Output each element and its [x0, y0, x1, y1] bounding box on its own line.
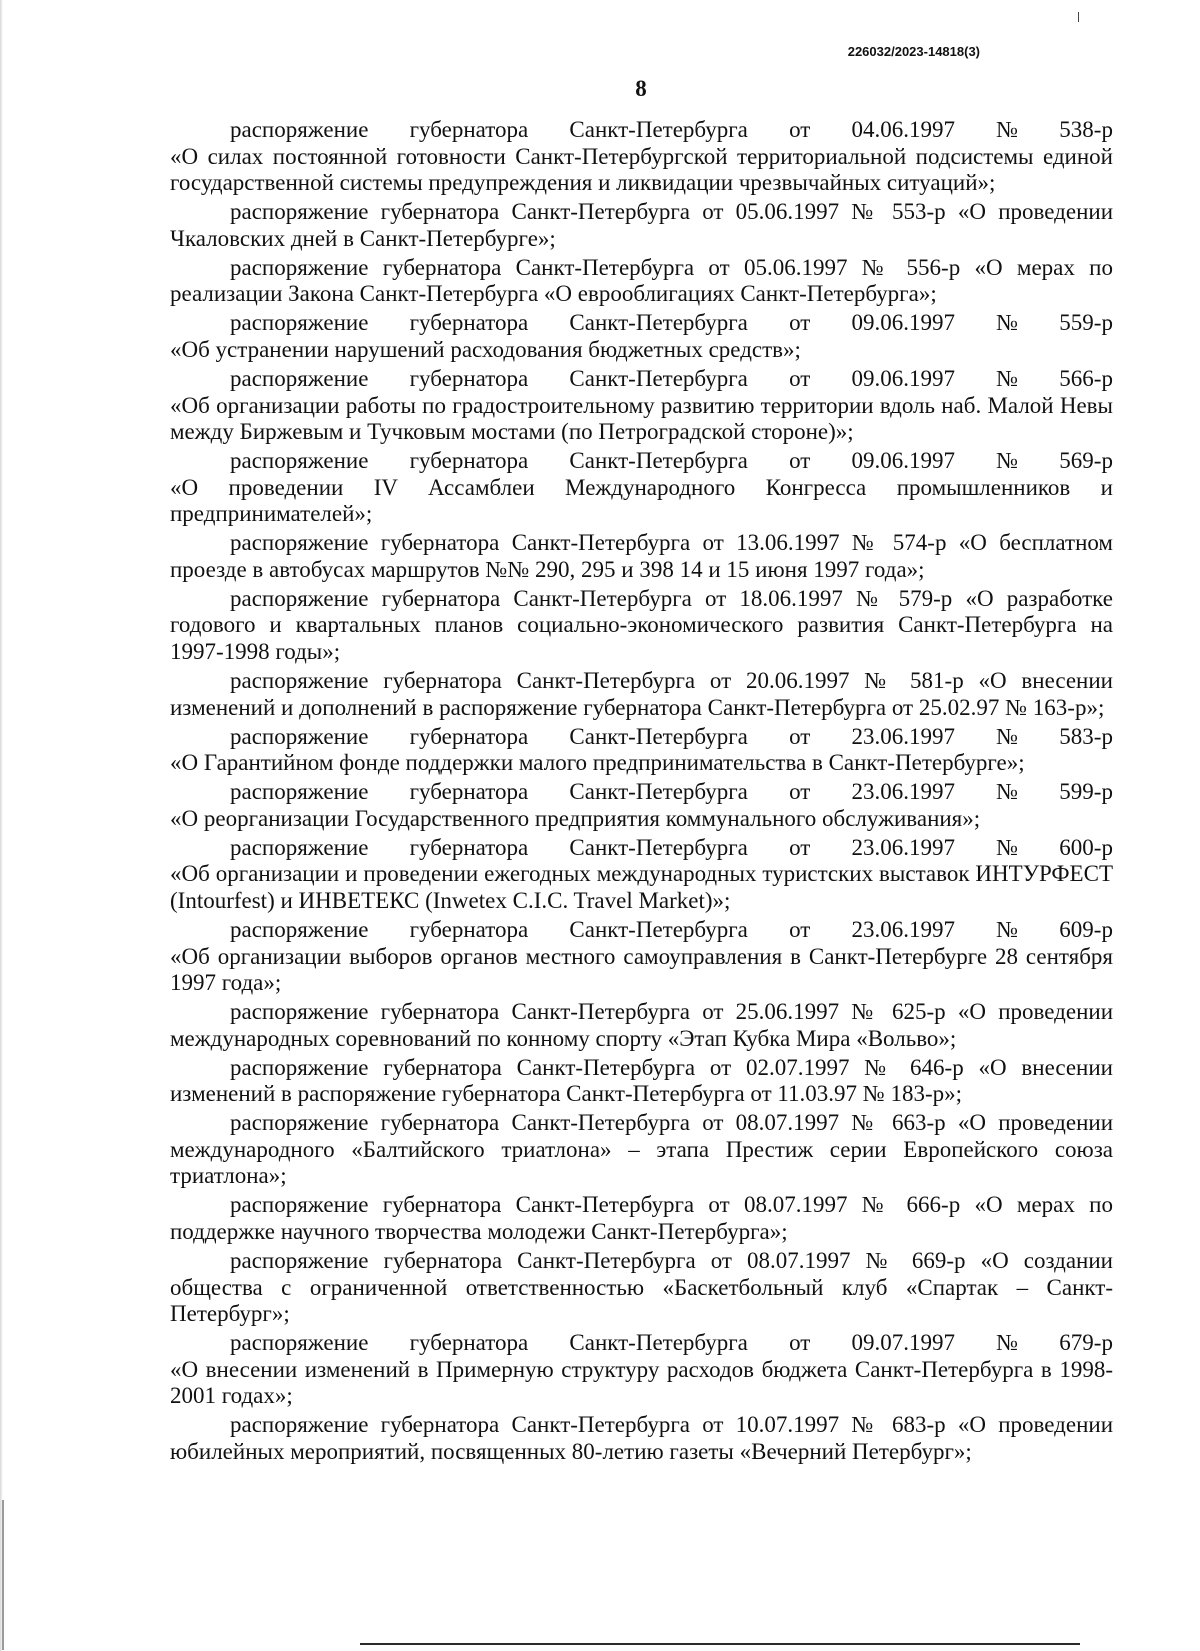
decree-entry-first-line — [170, 366, 1113, 393]
decree-entry-word: 679-р — [1059, 1330, 1113, 1356]
decree-entry-first-line — [170, 835, 1113, 862]
decree-entry-word: Санкт-Петербурга — [569, 834, 748, 860]
decree-entry-word: от — [789, 365, 811, 391]
decree-entry-word: Санкт-Петербурга — [569, 310, 748, 336]
decree-entry — [170, 1412, 1113, 1465]
decree-entry-word: распоряжение — [230, 310, 369, 336]
decree-entry-word: № — [996, 310, 1019, 336]
decree-entry-text: распоряжение губернатора Санкт-Петербурга от 08.07.1997 № 669-р «О создании общества с ограниченной ответственностью «Баскетбольный клуб «Спартак – Санкт-Петербург»; — [170, 1247, 1113, 1327]
decree-entry-word: распоряжение — [230, 365, 369, 391]
decree-entry-word: № — [996, 834, 1019, 860]
decree-entry-first-line — [170, 448, 1113, 475]
decree-entry-word: 04.06.1997 — [851, 117, 955, 142]
decree-entry-first-line — [170, 917, 1113, 944]
decree-entry-word: Санкт-Петербурга — [569, 723, 748, 749]
decree-entry-first-line — [170, 117, 1113, 144]
decree-entry — [170, 586, 1113, 666]
decree-entry-word: от — [789, 916, 811, 942]
decree-entry — [170, 668, 1113, 721]
decree-entry-text: распоряжение губернатора Санкт-Петербурга от 05.06.1997 № 556-р «О мерах по реализации Закона Санкт-Петербурга «О еврооблигациях Санкт-Петербурга»; — [170, 254, 1113, 307]
decree-entry-word: от — [789, 117, 811, 142]
decree-entry-word: распоряжение — [230, 834, 369, 860]
decree-entry-word: от — [789, 779, 811, 805]
decree-entry-first-line — [170, 310, 1113, 337]
decree-entry-text: распоряжение губернатора Санкт-Петербурга от 10.07.1997 № 683-р «О проведении юбилейных мероприятий, посвященных 80-летию газеты «Вечерний Петербург»; — [170, 1412, 1113, 1464]
decree-entry-word: от — [789, 448, 811, 474]
scan-bottom-artifact — [360, 1643, 1080, 1645]
decree-entry-word: Санкт-Петербурга — [569, 448, 748, 474]
decree-entry-word: губернатора — [409, 365, 529, 391]
decree-entry — [170, 1055, 1113, 1108]
decree-entry-word: губернатора — [409, 723, 529, 749]
decree-entry-word: 09.06.1997 — [851, 310, 955, 336]
decree-entry-word: распоряжение — [230, 723, 369, 749]
decree-entry-word: губернатора — [409, 117, 529, 142]
decree-entry-title: «Об организации и проведении ежегодных международных туристских выставок ИНТУРФЕСТ (Intourfest) и ИНВЕТЕКС (Inwetex C.I.C. Travel Market)»; — [170, 861, 1113, 913]
decree-entry-word: 559-р — [1059, 310, 1113, 336]
page-number: 8 — [635, 76, 647, 101]
decree-entry-text: распоряжение губернатора Санкт-Петербурга от 05.06.1997 № 553-р «О проведении Чкаловских дней в Санкт-Петербурге»; — [170, 199, 1113, 251]
decree-entry-word: 609-р — [1059, 916, 1113, 942]
decree-entry-title: «Об организации работы по градостроительному развитию территории вдоль наб. Малой Невы между Биржевым и Тучковым мостами (по Петроградской стороне)»; — [170, 392, 1113, 445]
decree-entry-word: Санкт-Петербурга — [569, 365, 748, 391]
decree-entry-word: № — [996, 117, 1019, 142]
decree-entry-word: 09.06.1997 — [851, 365, 955, 391]
decree-entry-title: «О Гарантийном фонде поддержки малого предпринимательства в Санкт-Петербурге»; — [170, 750, 1025, 776]
decree-entry-word: губернатора — [409, 448, 529, 474]
decree-entry-word: 599-р — [1059, 779, 1113, 805]
decree-entry-text: распоряжение губернатора Санкт-Петербурга от 25.06.1997 № 625-р «О проведении международных соревнований по конному спорту «Этап Кубка Мира «Вольво»; — [170, 999, 1113, 1051]
decree-entry-word: № — [996, 365, 1019, 391]
decree-entry-word: 569-р — [1059, 448, 1113, 474]
decree-entry — [170, 310, 1113, 363]
decree-entry — [170, 117, 1113, 197]
decree-entry-text: распоряжение губернатора Санкт-Петербурга от 20.06.1997 № 581-р «О внесении изменений и дополнений в распоряжение губернатора Санкт-Петербурга от 25.02.97 № 163-р»; — [170, 668, 1113, 720]
decree-entry — [170, 366, 1113, 446]
decree-entry-first-line — [170, 724, 1113, 751]
decree-entry — [170, 835, 1113, 915]
decree-entry-word: 583-р — [1059, 723, 1113, 749]
decree-entry — [170, 1330, 1113, 1410]
decree-entry — [170, 199, 1113, 252]
decree-entry-first-line — [170, 779, 1113, 806]
decree-entry-word: губернатора — [409, 779, 529, 805]
decree-entry-word: 600-р — [1059, 834, 1113, 860]
decree-entry — [170, 448, 1113, 528]
decree-entry-word: Санкт-Петербурга — [569, 117, 748, 142]
decree-entry-word: № — [996, 779, 1019, 805]
decree-entry-word: распоряжение — [230, 117, 369, 142]
decree-entry-word: 09.07.1997 — [851, 1330, 955, 1356]
decree-entry-word: губернатора — [409, 916, 529, 942]
decree-entry — [170, 1110, 1113, 1190]
decree-entry-word: от — [789, 310, 811, 336]
scan-edge-artifact — [2, 1500, 4, 1650]
decree-entry-first-line — [170, 1330, 1113, 1357]
decree-entry-text: распоряжение губернатора Санкт-Петербурга от 08.07.1997 № 666-р «О мерах по поддержке научного творчества молодежи Санкт-Петербурга»; — [170, 1192, 1113, 1244]
decree-entry — [170, 999, 1113, 1052]
decree-entry-word: от — [789, 723, 811, 749]
decree-entry-title: «О силах постоянной готовности Санкт-Петербургской территориальной подсистемы единой государственной системы предупреждения и ликвидации чрезвычайных ситуаций»; — [170, 143, 1113, 196]
decree-entry-text: распоряжение губернатора Санкт-Петербурга от 02.07.1997 № 646-р «О внесении изменений в распоряжение губернатора Санкт-Петербурга от 11.03.97 № 183-р»; — [170, 1054, 1113, 1107]
decree-entry-word: распоряжение — [230, 779, 369, 805]
document-body — [170, 117, 1113, 1468]
decree-entry-word: 23.06.1997 — [851, 723, 955, 749]
decree-entry — [170, 1192, 1113, 1245]
decree-entry-word: № — [996, 1330, 1019, 1356]
decree-entry-text: распоряжение губернатора Санкт-Петербурга от 13.06.1997 № 574-р «О бесплатном проезде в автобусах маршрутов №№ 290, 295 и 398 14 и 15 июня 1997 года»; — [170, 530, 1113, 582]
decree-entry-word: распоряжение — [230, 1330, 369, 1356]
decree-entry-word: губернатора — [409, 834, 529, 860]
decree-entry-word: губернатора — [409, 1330, 529, 1356]
decree-entry-word: 23.06.1997 — [851, 779, 955, 805]
decree-entry-word: от — [789, 1330, 811, 1356]
decree-entry-word: № — [996, 723, 1019, 749]
decree-entry-word: губернатора — [409, 310, 529, 336]
decree-entry-title: «О внесении изменений в Примерную структуру расходов бюджета Санкт-Петербурга в 1998-2001 годах»; — [170, 1356, 1113, 1409]
decree-entry-word: распоряжение — [230, 448, 369, 474]
scan-edge-shadow — [0, 0, 3, 1651]
decree-entry-title: «О реорганизации Государственного предприятия коммунального обслуживания»; — [170, 805, 981, 831]
decree-entry-word: распоряжение — [230, 916, 369, 942]
document-registration-number: 226032/2023-14818(3) — [847, 44, 980, 59]
decree-entry-word: 23.06.1997 — [851, 916, 955, 942]
decree-entry-word: Санкт-Петербурга — [569, 1330, 748, 1356]
decree-entry-title: «Об устранении нарушений расходования бюджетных средств»; — [170, 336, 801, 362]
decree-entry-word: 538-р — [1059, 117, 1113, 142]
decree-entry-text: распоряжение губернатора Санкт-Петербурга от 18.06.1997 № 579-р «О разработке годового и квартальных планов социально-экономического развития Санкт-Петербурга на 1997-1998 годы»; — [170, 585, 1113, 665]
decree-entry-word: 566-р — [1059, 365, 1113, 391]
decree-entry-text: распоряжение губернатора Санкт-Петербурга от 08.07.1997 № 663-р «О проведении международного «Балтийского триатлона» – этапа Престиж серии Европейского союза триатлона»; — [170, 1110, 1113, 1189]
decree-entry-word: № — [996, 916, 1019, 942]
decree-entry — [170, 530, 1113, 583]
decree-entry-word: № — [996, 448, 1019, 474]
decree-entry — [170, 1248, 1113, 1328]
decree-entry-title: «О проведении IV Ассамблеи Международного Конгресса промышленников и предпринимателей»; — [170, 474, 1113, 527]
decree-entry-title: «Об организации выборов органов местного самоуправления в Санкт-Петербурге 28 сентября 1997 года»; — [170, 943, 1113, 996]
decree-entry — [170, 917, 1113, 997]
scan-tick-mark — [1078, 12, 1079, 22]
decree-entry-word: Санкт-Петербурга — [569, 916, 748, 942]
decree-entry-word: от — [789, 834, 811, 860]
decree-entry-word: 09.06.1997 — [851, 448, 955, 474]
decree-entry-word: 23.06.1997 — [851, 834, 955, 860]
decree-entry — [170, 779, 1113, 832]
decree-entry — [170, 255, 1113, 308]
decree-entry-word: Санкт-Петербурга — [569, 779, 748, 805]
decree-entry — [170, 724, 1113, 777]
